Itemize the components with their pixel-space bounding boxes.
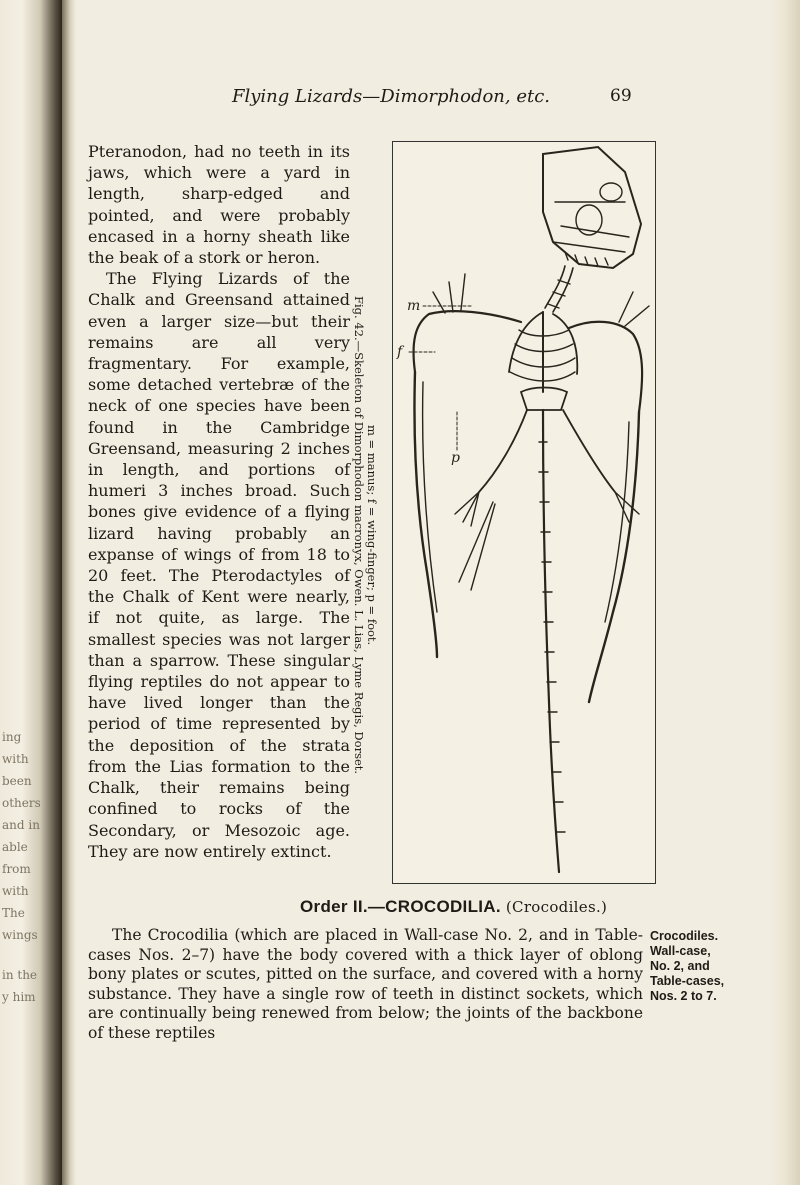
bleed-line: with (2, 884, 29, 898)
margin-note-line: Nos. 2 to 7. (650, 989, 717, 1003)
bleed-line: ing (2, 730, 22, 744)
margin-note-line: No. 2, and (650, 959, 710, 973)
paragraph: Pteranodon, had no teeth in its jaws, which were a yard in length, sharp-edged and pointed, and were probably encased in a horny sheath like the beak of a stork or heron. (88, 142, 350, 268)
book-gutter (62, 0, 76, 1185)
margin-note-line: Table-cases, (650, 974, 725, 988)
text-column (88, 141, 350, 862)
section-title: Order II.—CROCODILIA. (300, 897, 501, 916)
running-title: Flying Lizards—Dimorphodon, etc. (232, 86, 551, 107)
caption-line-2: m = manus; f = wing-finger; p = foot. (365, 424, 379, 646)
margin-note (650, 929, 750, 1004)
label-m: m (407, 298, 421, 314)
page-edge (770, 0, 800, 1185)
section-subtitle: (Crocodiles.) (505, 898, 608, 916)
bleed-line: and in (2, 818, 40, 832)
margin-note-line: Wall-case, (650, 944, 711, 958)
figure-caption (352, 295, 379, 775)
bleed-line: wings (2, 928, 38, 942)
bleed-line: The (2, 906, 25, 920)
margin-note-line: Crocodiles. (650, 929, 719, 943)
bleed-line: able (2, 840, 28, 854)
body-text (88, 926, 643, 1043)
bleed-line: from (2, 862, 31, 876)
bleed-line: been (2, 774, 32, 788)
label-p: p (451, 450, 460, 466)
section-heading (300, 897, 607, 917)
label-f: f (397, 344, 403, 360)
page-number: 69 (610, 86, 632, 106)
bleed-line: with (2, 752, 29, 766)
caption-line-1: Fig. 42.—Skeleton of Dimorphodon macronyx, Owen. L. Lias, Lyme Regis, Dorset. (352, 295, 366, 775)
dimorphodon-skeleton-illustration (393, 142, 655, 883)
bleed-line: in the (2, 968, 38, 982)
book-spine-shadow (0, 0, 62, 1185)
paragraph: The Flying Lizards of the Chalk and Greensand attained even a larger size—but their remains are all very fragmentary. For example, some detached vertebræ of the neck of one species have been found in the Cambridge Greensand, measuring 2 inches in length, and portions of humeri 3 inches broad. Such bones give evidence of a flying lizard having probably an expanse of wings of from 18 to 20 feet. The Pterodactyles of the Chalk of Kent were nearly, if not quite, as large. The smallest species was not larger than a sparrow. These singular flying reptiles do not appear to have lived longer than the period of time represented by the deposition of the strata from the Lias formation to the Chalk, their remains being confined to rocks of the Secondary, or Mesozoic age. They are now entirely extinct. (88, 269, 350, 861)
skeleton-figure (392, 141, 656, 884)
bleed-line: y him (2, 990, 36, 1004)
bleed-line: others (2, 796, 41, 810)
paragraph: The Crocodilia (which are placed in Wall-case No. 2, and in Table-cases Nos. 2–7) have the body covered with a thick layer of oblong bony plates or scutes, pitted on the surface, and covered with a horny substance. They have a single row of teeth in distinct sockets, which are continually being renewed from below; the joints of the backbone of these reptiles (88, 926, 643, 1042)
